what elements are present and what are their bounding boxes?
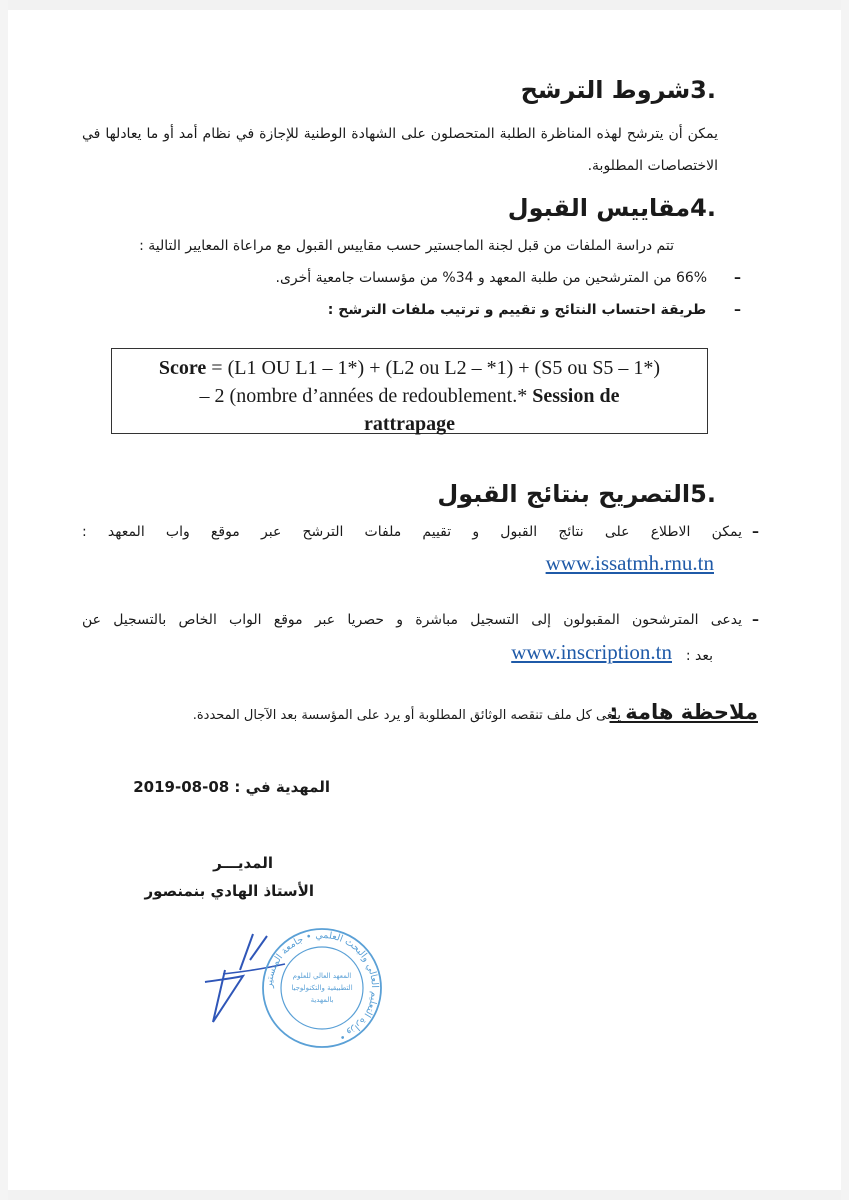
inscription-website-link[interactable]: www.inscription.tn — [511, 640, 672, 664]
page-edge-right — [841, 0, 849, 1200]
section-4-intro: تتم دراسة الملفات من قبل لجنة الماجستير حسب مقاييس القبول مع مراعاة المعايير التالية : — [139, 238, 674, 254]
official-stamp — [260, 926, 384, 1050]
important-note-label: ملاحظة هامة : — [609, 700, 758, 724]
signature-name: الأستاذ الهادي بنمنصور — [144, 882, 314, 900]
date-line: المهدية في : 08-08-2019 — [133, 778, 330, 796]
criteria-bullet-1 — [276, 270, 742, 286]
signature-title: المديـــر — [213, 854, 273, 872]
page-edge-top — [0, 0, 849, 10]
results-item-2-text: يدعى المترشحون المقبولون إلى التسجيل مباشرة و حصريا عبر موقع الواب الخاص بالتسجيل عن — [82, 612, 742, 628]
svg-text:المعهد العالي للعلوم: المعهد العالي للعلوم — [292, 972, 352, 980]
page-edge-bottom — [0, 1190, 849, 1200]
issatmh-website-link[interactable]: www.issatmh.rnu.tn — [545, 551, 714, 575]
bullet-dash: – — [752, 524, 759, 540]
svg-text:التطبيقية والتكنولوجيا: التطبيقية والتكنولوجيا — [291, 984, 353, 992]
results-item-1-text: يمكن الاطلاع على نتائج القبول و تقييم ملفات الترشح عبر موقع واب المعهد : — [82, 524, 742, 540]
section-5-heading: .5التصريح بنتائج القبول — [437, 480, 716, 508]
formula-line-3: rattrapage — [363, 413, 456, 435]
section-3-body: يمكن أن يترشح لهذه المناظرة الطلبة المتحصلون على الشهادة الوطنية للإجازة في نظام أمد أو ما يعادلها في الاختصاصات المطلوبة. — [82, 126, 718, 174]
formula-line-1: Score = (L1 OU L1 – 1*) + (L2 ou L2 – *1) + (S5 ou S5 – 1*) — [158, 357, 661, 379]
criteria-bullet-1-text: 66% من المترشحين من طلبة المعهد و 34% من مؤسسات جامعية أخرى. — [275, 270, 708, 286]
important-note-text: يلغى كل ملف تنقصه الوثائق المطلوبة أو يرد على المؤسسة بعد الآجال المحددة. — [192, 708, 621, 723]
svg-text:وزارة التعليم العالي والبحث ال: وزارة التعليم العالي والبحث العلمي • جامعة المنستير • — [263, 929, 381, 1043]
section-3-heading: .3شروط الترشح — [520, 76, 716, 104]
criteria-bullet-2 — [328, 302, 741, 318]
results-item-2-suffix: بعد : — [685, 648, 713, 664]
bullet-dash: – — [734, 302, 741, 318]
section-4-heading: .4مقاييس القبول — [507, 194, 716, 222]
svg-text:بالمهدية: بالمهدية — [310, 996, 334, 1004]
bullet-dash: – — [752, 612, 759, 628]
formula-line-2: – 2 (nombre d’années de redoublement.* Session de — [199, 385, 620, 407]
results-item-2 — [82, 612, 759, 628]
bullet-dash: – — [734, 270, 741, 286]
score-formula-box — [111, 348, 708, 434]
results-item-1 — [82, 524, 759, 540]
formula-score-word: Score — [158, 357, 207, 379]
criteria-bullet-2-text: طريقة احتساب النتائج و تقييم و ترتيب ملفات الترشح : — [327, 302, 707, 318]
page-edge-left — [0, 0, 8, 1200]
